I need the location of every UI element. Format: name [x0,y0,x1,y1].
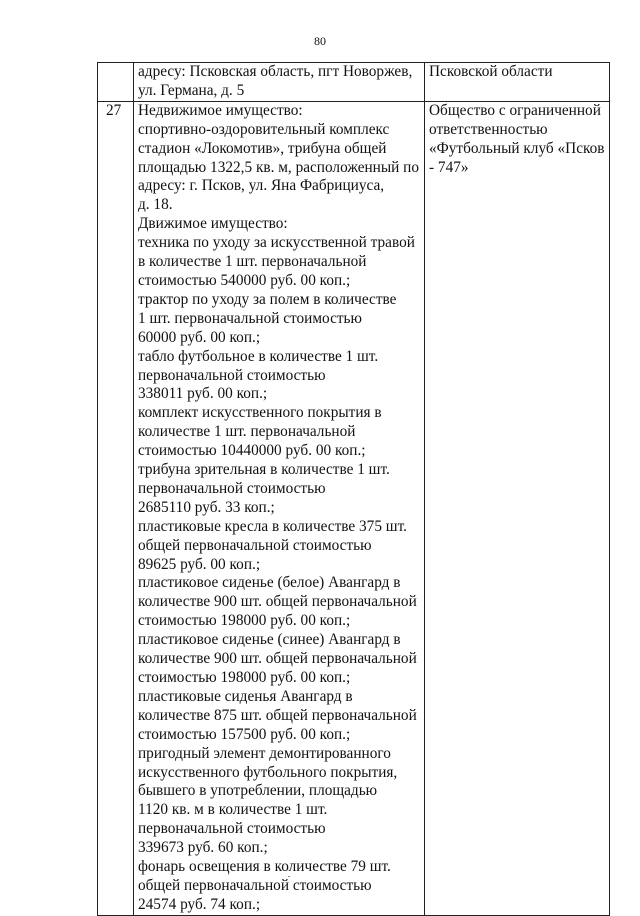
property-line: стоимостью 157500 руб. 00 коп.; [138,725,351,743]
property-line: 338011 руб. 00 коп.; [138,385,268,403]
property-transfer-table [97,62,610,916]
property-line: искусственного футбольного покрытия, [138,763,398,781]
property-line: комплект искусственного покрытия в [138,404,382,422]
property-line: стоимостью 10440000 руб. 00 коп.; [138,442,366,460]
recipient-cell [425,101,610,915]
page-number: 80 [314,34,326,48]
property-line: пластиковое сиденье (белое) Авангард в [138,574,401,592]
property-line: ул. Германа, д. 5 [138,81,245,99]
property-description-cell [134,101,425,915]
property-line: пластиковые сиденья Авангард в [138,687,353,705]
property-line: пластиковое сиденье (синее) Авангард в [138,631,401,649]
scan-mark [288,876,290,877]
property-line: трибуна зрительная в количестве 1 шт. [138,461,390,479]
property-line: адресу: Псковская область, пгт Новоржев, [138,63,413,80]
property-line: количестве 1 шт. первоначальной [138,423,356,441]
property-line: площадью 1322,5 кв. м, расположенный по [138,158,419,176]
property-line: табло футбольное в количестве 1 шт. [138,347,379,365]
property-line: 339673 руб. 60 коп.; [138,839,268,857]
property-line: количестве 900 шт. общей первоначальной [138,650,417,668]
property-line: общей первоначальной стоимостью [138,536,372,554]
property-line: адресу: г. Псков, ул. Яна Фабрициуса, [138,177,385,195]
property-line: в количестве 1 шт. первоначальной [138,253,367,271]
property-line: стоимостью 540000 руб. 00 коп.; [138,271,351,289]
recipient-line: Общество с ограниченной [429,101,601,119]
recipient-line: «Футбольный клуб «Псков [429,139,605,157]
recipient-line: Псковской области [429,63,553,80]
property-line: 24574 руб. 74 коп.; [138,895,261,913]
property-line: 2685110 руб. 33 коп.; [138,498,275,516]
property-line: количестве 875 шт. общей первоначальной [138,706,417,724]
recipient-cell [425,63,610,102]
property-line: количестве 900 шт. общей первоначальной [138,593,417,611]
property-line: первоначальной стоимостью [138,479,326,497]
property-line: д. 18. [138,196,173,214]
property-line: общей первоначальной стоимостью [138,876,372,894]
property-line: фонарь освещения в количестве 79 шт. [138,858,391,876]
property-line: стоимостью 198000 руб. 00 коп.; [138,669,351,686]
property-line: Недвижимое имущество: [138,101,303,119]
property-line: техника по уходу за искусственной травой [138,234,415,252]
property-line: пригодный элемент демонтированного [138,744,391,762]
property-line: Движимое имущество: [138,215,288,233]
row-number-cell [98,63,134,102]
property-line: 1120 кв. м в количестве 1 шт. [138,801,328,819]
recipient-line: ответственностью [429,120,548,138]
table-body [98,63,610,916]
property-line: 89625 руб. 00 коп.; [138,555,261,573]
property-line: спортивно-оздоровительный комплекс [138,120,390,138]
recipient-line: - 747» [429,158,469,176]
table-row [98,63,610,102]
property-line: первоначальной стоимостью [138,820,326,838]
row-number-cell: 27 [98,101,134,915]
property-line: первоначальной стоимостью [138,366,326,384]
property-line: стоимостью 198000 руб. 00 коп.; [138,612,351,630]
property-description-cell [134,63,425,102]
property-line: трактор по уходу за полем в количестве [138,290,397,308]
property-line: пластиковые кресла в количестве 375 шт. [138,517,407,535]
property-line: бывшего в употреблении, площадью [138,782,378,800]
property-line: 60000 руб. 00 коп.; [138,328,261,346]
table-row [98,101,610,915]
property-line: 1 шт. первоначальной стоимостью [138,309,362,327]
property-line: стадион «Локомотив», трибуна общей [138,139,387,157]
